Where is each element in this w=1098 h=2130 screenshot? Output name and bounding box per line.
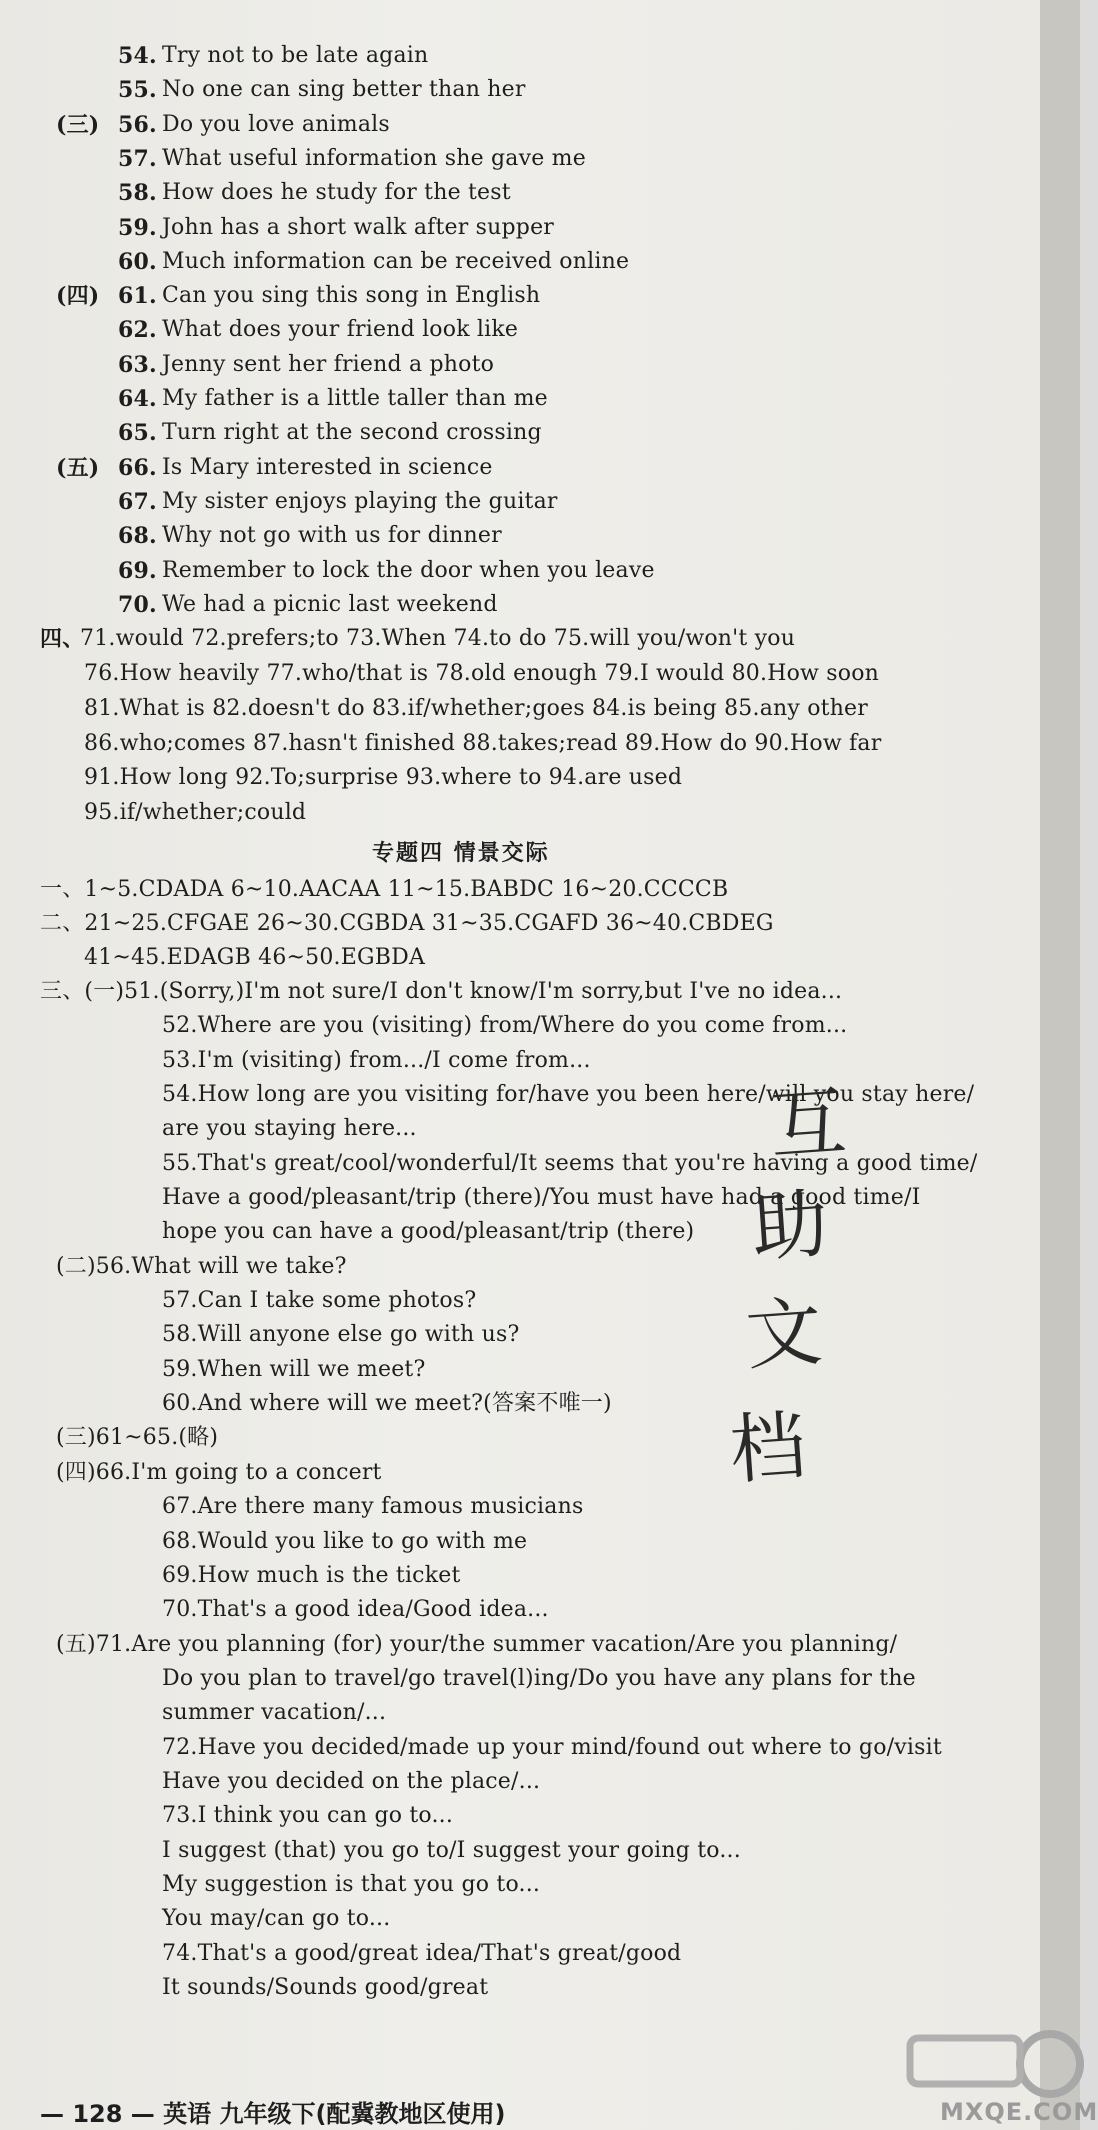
answer-line: 74.That's a good/great idea/That's great/good: [162, 1940, 682, 1966]
answer-row: 86.who;comes 87.hasn't finished 88.takes;read 89.How do 90.How far: [84, 730, 882, 756]
question-number: 61.: [118, 283, 157, 310]
answer-row: 一、1~5.CDADA 6~10.AACAA 11~15.BABDC 16~20.CCCCB: [40, 876, 729, 902]
question-number: 65.: [118, 420, 157, 447]
answer-line: (三)61~65.(略): [56, 1425, 219, 1451]
answer-text: Why not go with us for dinner: [162, 523, 502, 549]
answer-text: We had a picnic last weekend: [162, 591, 498, 617]
handwriting-char: 文: [742, 1286, 825, 1381]
answer-line: hope you can have a good/pleasant/trip (there): [162, 1219, 695, 1245]
answer-text: Much information can be received online: [162, 248, 630, 274]
answer-text: My father is a little taller than me: [162, 386, 548, 411]
answer-line: 53.I'm (visiting) from.../I come from...: [162, 1047, 591, 1073]
answer-line: 72.Have you decided/made up your mind/found out where to go/visit: [162, 1734, 942, 1760]
page-footer: — 128 — 英语 九年级下(配冀教地区使用): [40, 2100, 506, 2128]
answer-line: 55.That's great/cool/wonderful/It seems that you're having a good time/: [162, 1150, 978, 1176]
answer-line: (五)71.Are you planning (for) your/the summer vacation/Are you planning/: [56, 1631, 898, 1657]
question-number: 55.: [118, 77, 157, 104]
answer-text: Try not to be late again: [162, 43, 429, 68]
handwriting-char: 档: [726, 1400, 809, 1495]
section-marker: (五): [56, 454, 100, 481]
answer-line: 70.That's a good idea/Good idea...: [162, 1597, 549, 1623]
question-number: 64.: [118, 386, 157, 412]
answer-text: Jenny sent her friend a photo: [162, 351, 495, 377]
answer-line: 三、(一)51.(Sorry,)I'm not sure/I don't know/I'm sorry,but I've no idea...: [40, 978, 843, 1004]
answer-text: My sister enjoys playing the guitar: [162, 488, 558, 514]
answer-line: 73.I think you can go to...: [162, 1803, 454, 1829]
answer-text: Can you sing this song in English: [162, 283, 541, 309]
answer-text: Remember to lock the door when you leave: [162, 557, 655, 583]
part-label: 四、: [40, 626, 85, 653]
question-number: 62.: [118, 317, 157, 344]
answer-line: (二)56.What will we take?: [56, 1253, 347, 1279]
answer-line: Have a good/pleasant/trip (there)/You must have had a good time/I: [162, 1185, 921, 1210]
answer-line: I suggest (that) you go to/I suggest your going to...: [162, 1837, 741, 1863]
answer-text: Turn right at the second crossing: [162, 420, 542, 446]
answer-row: 91.How long 92.To;surprise 93.where to 94.are used: [84, 765, 683, 791]
question-number: 60.: [118, 248, 157, 275]
answer-line: 68.Would you like to go with me: [162, 1528, 528, 1554]
answer-row: 81.What is 82.doesn't do 83.if/whether;goes 84.is being 85.any other: [84, 695, 868, 721]
answer-line: 69.How much is the ticket: [162, 1562, 461, 1588]
answer-line: 52.Where are you (visiting) from/Where do you come from...: [162, 1013, 848, 1039]
question-number: 59.: [118, 214, 157, 241]
answer-line: It sounds/Sounds good/great: [162, 1975, 489, 2001]
answer-line: 58.Will anyone else go with us?: [162, 1322, 520, 1348]
answer-row: 二、21~25.CFGAE 26~30.CGBDA 31~35.CGAFD 36~40.CBDEG: [40, 910, 774, 936]
answer-row: 41~45.EDAGB 46~50.EGBDA: [84, 944, 426, 970]
answer-line: 57.Can I take some photos?: [162, 1288, 477, 1314]
handwriting-char: 互: [766, 1076, 849, 1171]
answer-line: (四)66.I'm going to a concert: [56, 1459, 382, 1485]
answer-line: 60.And where will we meet?(答案不唯一): [162, 1391, 612, 1417]
section-marker: (三): [56, 111, 100, 138]
answer-line: 67.Are there many famous musicians: [162, 1494, 584, 1520]
answer-row: 76.How heavily 77.who/that is 78.old enough 79.I would 80.How soon: [84, 660, 880, 686]
answer-text: Do you love animals: [162, 111, 390, 137]
question-number: 70.: [118, 591, 157, 618]
answer-row: 95.if/whether;could: [84, 800, 307, 826]
answer-text: What useful information she gave me: [162, 145, 586, 171]
answer-row: 71.would 72.prefers;to 73.When 74.to do 75.will you/won't you: [80, 626, 796, 652]
answer-line: 59.When will we meet?: [162, 1356, 426, 1382]
answer-line: summer vacation/...: [162, 1700, 387, 1726]
watermark-text: MXQE.COM: [940, 2098, 1098, 2126]
question-number: 57.: [118, 145, 157, 172]
scan-edge: [1040, 0, 1080, 2130]
question-number: 54.: [118, 43, 157, 69]
question-number: 58.: [118, 180, 157, 207]
question-number: 67.: [118, 488, 157, 515]
handwriting-char: 助: [748, 1178, 831, 1273]
answer-line: Do you plan to travel/go travel(l)ing/Do you have any plans for the: [162, 1665, 916, 1691]
question-number: 66.: [118, 454, 157, 481]
answer-text: Is Mary interested in science: [162, 454, 493, 480]
topic-heading: 专题四 情景交际: [372, 840, 550, 866]
answer-text: No one can sing better than her: [162, 77, 526, 103]
answer-line: My suggestion is that you go to...: [162, 1872, 541, 1897]
answer-line: 54.How long are you visiting for/have you been here/will you stay here/: [162, 1081, 975, 1107]
answer-line: Have you decided on the place/...: [162, 1768, 541, 1794]
answer-line: are you staying here...: [162, 1116, 417, 1142]
answer-line: You may/can go to...: [162, 1906, 391, 1932]
question-number: 68.: [118, 523, 157, 550]
answer-text: John has a short walk after supper: [162, 214, 555, 240]
section-marker: (四): [56, 283, 100, 310]
answer-text: How does he study for the test: [162, 180, 511, 206]
question-number: 56.: [118, 111, 157, 138]
question-number: 63.: [118, 351, 157, 378]
question-number: 69.: [118, 557, 157, 584]
answer-text: What does your friend look like: [162, 317, 519, 343]
